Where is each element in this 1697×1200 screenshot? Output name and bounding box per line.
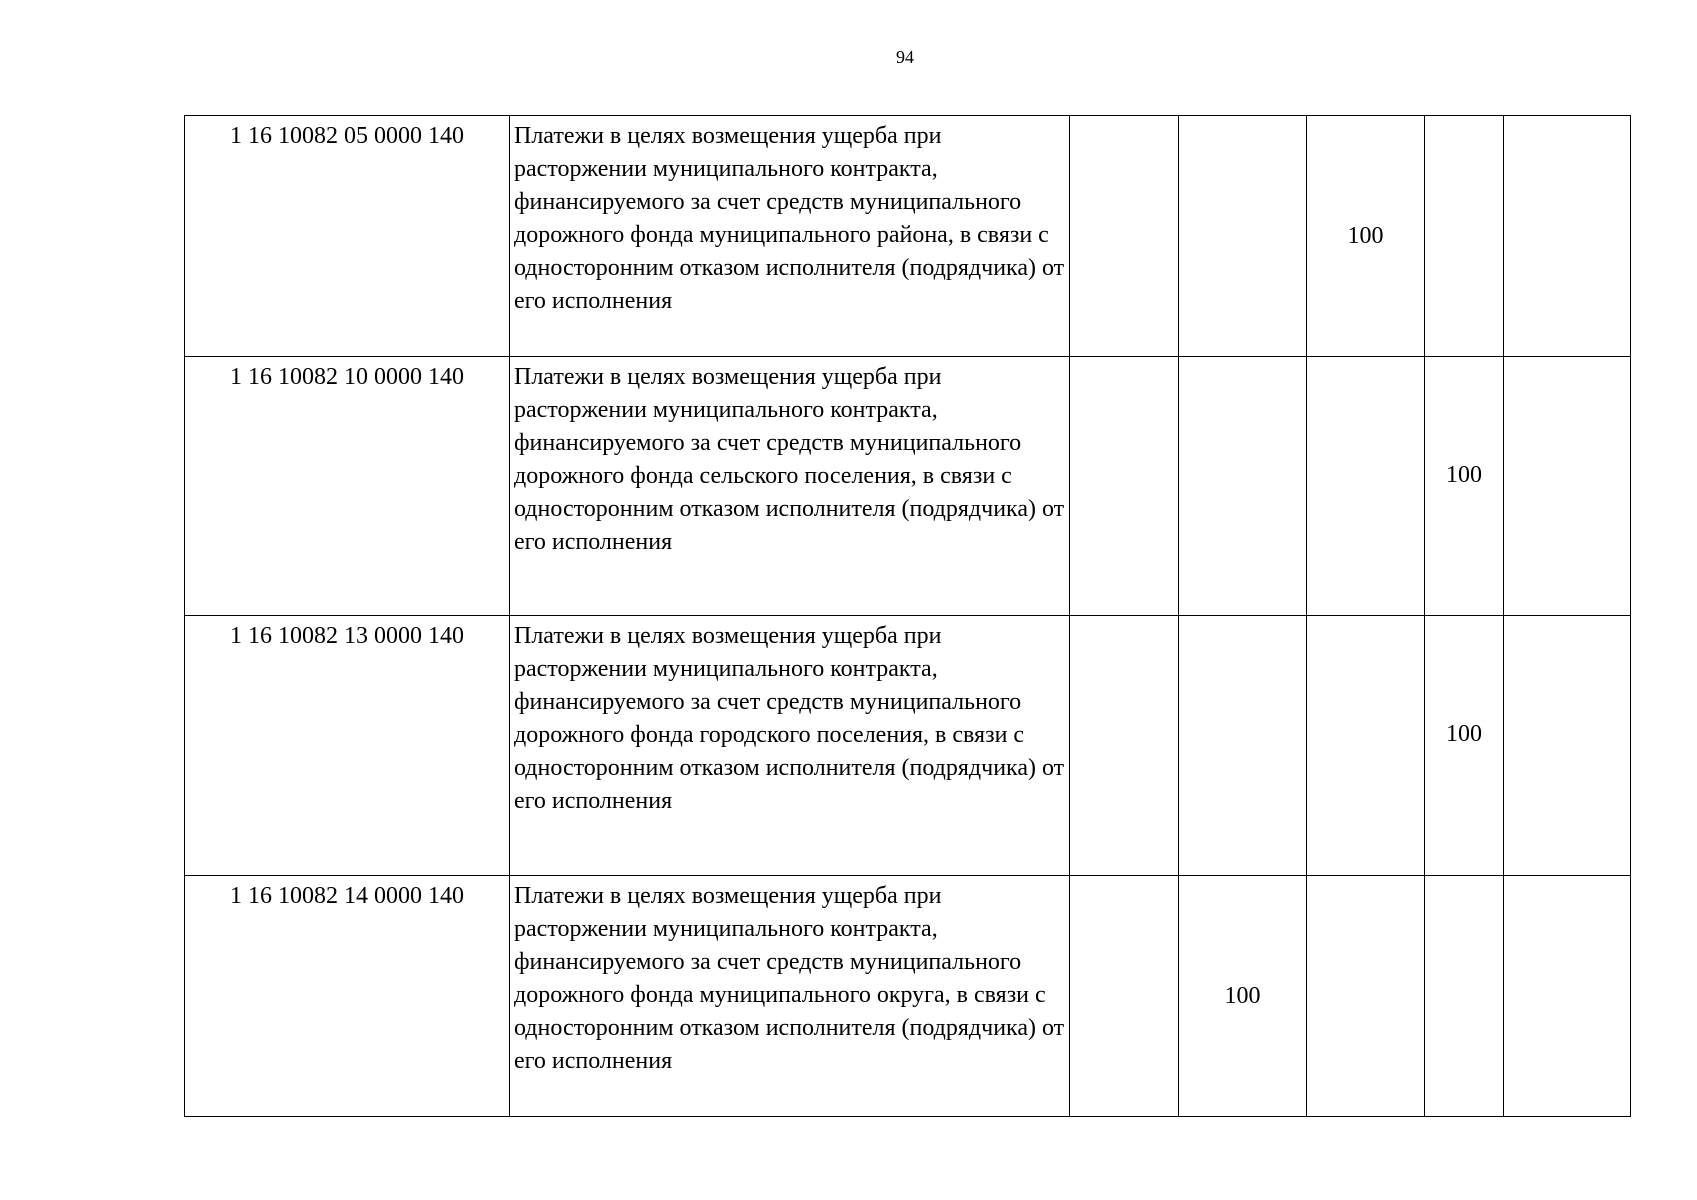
description-cell: Платежи в целях возмещения ущерба при расторжении муниципального контракта, финансируемого за счет средств муниципального дорожного фонда муниципального района, в связи с односторонним отказом исполнителя (подрядчика) от его исполнения bbox=[510, 116, 1070, 357]
description-cell: Платежи в целях возмещения ущерба при расторжении муниципального контракта, финансируемого за счет средств муниципального дорожного фонда городского поселения, в связи с односторонним отказом исполнителя (подрядчика) от его исполнения bbox=[510, 616, 1070, 876]
value-cell-col7 bbox=[1504, 876, 1631, 1117]
value-cell-col5: 100 bbox=[1307, 116, 1425, 357]
value-cell-col5 bbox=[1307, 876, 1425, 1117]
value-cell-col3 bbox=[1070, 116, 1179, 357]
table-row bbox=[185, 116, 1631, 357]
page-number: 94 bbox=[896, 47, 914, 67]
table-row bbox=[185, 616, 1631, 876]
description-cell: Платежи в целях возмещения ущерба при расторжении муниципального контракта, финансируемого за счет средств муниципального дорожного фонда сельского поселения, в связи с односторонним отказом исполнителя (подрядчика) от его исполнения bbox=[510, 357, 1070, 616]
value-cell-col6: 100 bbox=[1425, 616, 1504, 876]
table-row bbox=[185, 357, 1631, 616]
budget-code-cell: 1 16 10082 05 0000 140 bbox=[185, 116, 510, 357]
description-cell: Платежи в целях возмещения ущерба при расторжении муниципального контракта, финансируемого за счет средств муниципального дорожного фонда муниципального округа, в связи с односторонним отказом исполнителя (подрядчика) от его исполнения bbox=[510, 876, 1070, 1117]
value-cell-col7 bbox=[1504, 357, 1631, 616]
value-cell-col3 bbox=[1070, 616, 1179, 876]
value-cell-col6 bbox=[1425, 876, 1504, 1117]
value-cell-col5 bbox=[1307, 616, 1425, 876]
budget-code-cell: 1 16 10082 14 0000 140 bbox=[185, 876, 510, 1117]
value-cell-col6: 100 bbox=[1425, 357, 1504, 616]
revenue-distribution-table bbox=[184, 115, 1631, 1117]
budget-code-cell: 1 16 10082 13 0000 140 bbox=[185, 616, 510, 876]
value-cell-col4 bbox=[1179, 357, 1307, 616]
value-cell-col7 bbox=[1504, 616, 1631, 876]
budget-code-cell: 1 16 10082 10 0000 140 bbox=[185, 357, 510, 616]
value-cell-col6 bbox=[1425, 116, 1504, 357]
value-cell-col4 bbox=[1179, 116, 1307, 357]
value-cell-col7 bbox=[1504, 116, 1631, 357]
value-cell-col3 bbox=[1070, 357, 1179, 616]
value-cell-col4: 100 bbox=[1179, 876, 1307, 1117]
value-cell-col5 bbox=[1307, 357, 1425, 616]
value-cell-col3 bbox=[1070, 876, 1179, 1117]
table-row bbox=[185, 876, 1631, 1117]
value-cell-col4 bbox=[1179, 616, 1307, 876]
